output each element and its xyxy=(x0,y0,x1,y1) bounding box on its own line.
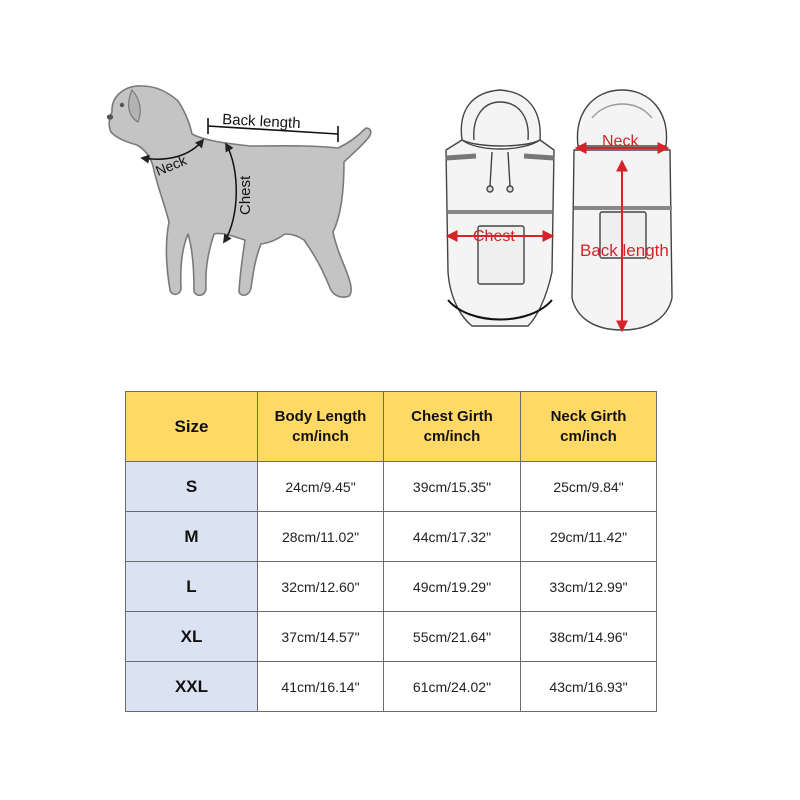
neck-girth-cell: 38cm/14.96" xyxy=(521,612,657,662)
table-header-row xyxy=(126,392,657,462)
size-cell: S xyxy=(126,462,258,512)
coat-front-stripe-left xyxy=(446,156,476,158)
chest-girth-cell: 61cm/24.02" xyxy=(384,662,521,712)
size-chart-table xyxy=(125,391,657,712)
body-length-cell: 32cm/12.60" xyxy=(258,562,384,612)
neck-girth-cell: 29cm/11.42" xyxy=(521,512,657,562)
table-row xyxy=(126,512,657,562)
chest-girth-cell: 39cm/15.35" xyxy=(384,462,521,512)
size-cell: XL xyxy=(126,612,258,662)
coat-front-stripe-right xyxy=(524,156,554,158)
neck-girth-cell: 43cm/16.93" xyxy=(521,662,657,712)
header-neck-girth: Neck Girth cm/inch xyxy=(521,392,657,462)
size-cell: M xyxy=(126,512,258,562)
body-length-cell: 37cm/14.57" xyxy=(258,612,384,662)
header-chest-girth: Chest Girth cm/inch xyxy=(384,392,521,462)
table-row xyxy=(126,662,657,712)
chest-girth-cell: 44cm/17.32" xyxy=(384,512,521,562)
dog-back-length-label: Back length xyxy=(221,111,301,133)
neck-girth-cell: 25cm/9.84" xyxy=(521,462,657,512)
dog-chest-label: Chest xyxy=(237,175,254,215)
header-size: Size xyxy=(126,392,258,462)
measurement-diagram xyxy=(0,0,800,390)
coat-back-length-label: Back length xyxy=(580,241,669,260)
neck-girth-cell: 33cm/12.99" xyxy=(521,562,657,612)
chest-girth-cell: 49cm/19.29" xyxy=(384,562,521,612)
dog-neck-label: Neck xyxy=(153,151,189,179)
coat-chest-label: Chest xyxy=(473,228,515,245)
body-length-cell: 24cm/9.45" xyxy=(258,462,384,512)
coat-neck-label: Neck xyxy=(602,133,639,150)
table-row xyxy=(126,562,657,612)
size-cell: L xyxy=(126,562,258,612)
header-body-length: Body Length cm/inch xyxy=(258,392,384,462)
chest-girth-cell: 55cm/21.64" xyxy=(384,612,521,662)
coat-front-icon xyxy=(446,90,554,326)
body-length-cell: 41cm/16.14" xyxy=(258,662,384,712)
size-cell: XXL xyxy=(126,662,258,712)
table-row xyxy=(126,462,657,512)
table-row xyxy=(126,612,657,662)
body-length-cell: 28cm/11.02" xyxy=(258,512,384,562)
